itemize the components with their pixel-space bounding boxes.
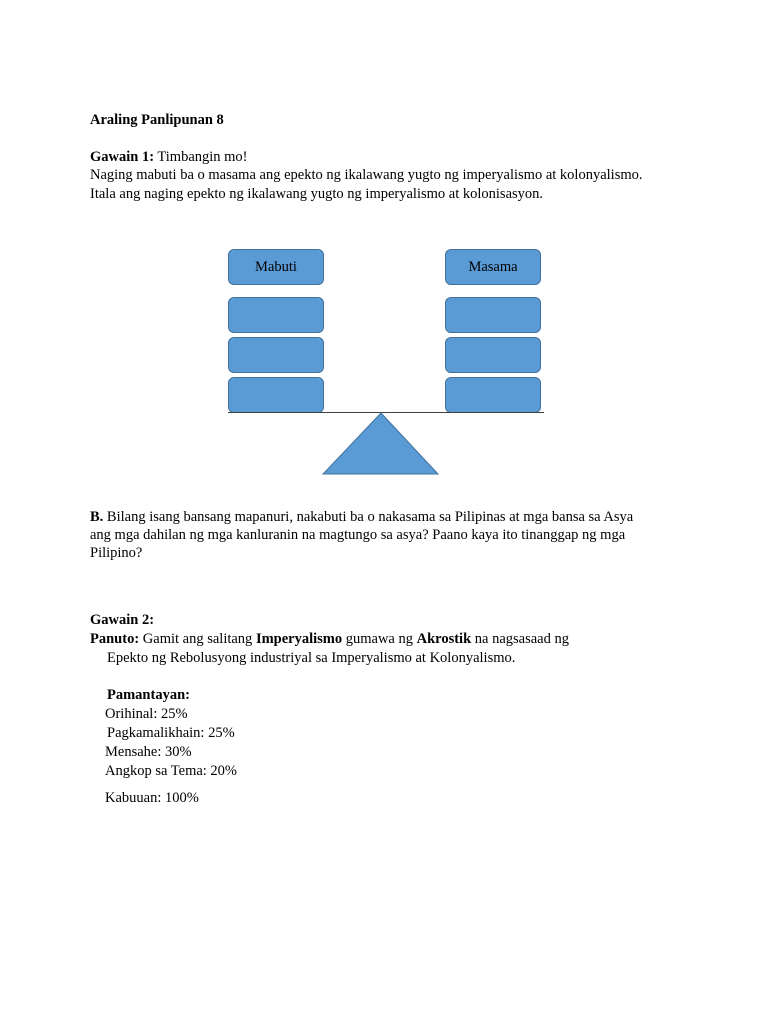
- gawain2-panuto-line-1: Panuto: Gamit ang salitang Imperyalismo gumawa ng Akrostik na nagsasaad ng: [90, 631, 569, 647]
- document-title: Araling Panlipunan 8: [90, 112, 224, 128]
- masama-entry-box-2: [445, 337, 541, 373]
- pamantayan-item: Orihinal: 25%: [105, 706, 188, 722]
- pamantayan-item: Angkop sa Tema: 20%: [105, 763, 238, 779]
- partB-line-2: ang mga dahilan ng mga kanluranin na magtungo sa asya? Paano kaya ito tinanggap ng mga: [90, 527, 626, 543]
- gawain1-instruction-1: Naging mabuti ba o masama ang epekto ng ikalawang yugto ng imperyalismo at kolonyalismo.: [90, 167, 643, 183]
- masama-entry-box-1: [445, 297, 541, 333]
- mabuti-header-box: [228, 249, 324, 285]
- masama-header-box: [445, 249, 541, 285]
- partB-line-1: B. Bilang isang bansang mapanuri, nakabuti ba o nakasama sa Pilipinas at mga bansa sa Asya: [90, 509, 634, 525]
- gawain2-panuto-line-2: Epekto ng Rebolusyong industriyal sa Imperyalismo at Kolonyalismo.: [107, 650, 516, 666]
- masama-entry-box-3: [445, 377, 541, 413]
- mabuti-entry-box-2: [228, 337, 324, 373]
- pamantayan-item: Pagkamalikhain: 25%: [107, 725, 235, 741]
- partB-line-3: Pilipino?: [90, 545, 143, 561]
- pamantayan-total: Kabuuan: 100%: [105, 790, 199, 806]
- gawain1-instruction-2: Itala ang naging epekto ng ikalawang yugto ng imperyalismo at kolonisasyon.: [90, 186, 544, 202]
- mabuti-entry-box-1: [228, 297, 324, 333]
- mabuti-label: Mabuti: [255, 258, 297, 275]
- scale-fulcrum-triangle: [322, 412, 440, 476]
- mabuti-entry-box-3: [228, 377, 324, 413]
- pamantayan-heading: Pamantayan:: [107, 687, 190, 703]
- gawain2-heading: Gawain 2:: [90, 612, 155, 628]
- gawain1-heading: Gawain 1: Timbangin mo!: [90, 149, 248, 165]
- pamantayan-item: Mensahe: 30%: [105, 744, 192, 760]
- masama-label: Masama: [468, 258, 518, 275]
